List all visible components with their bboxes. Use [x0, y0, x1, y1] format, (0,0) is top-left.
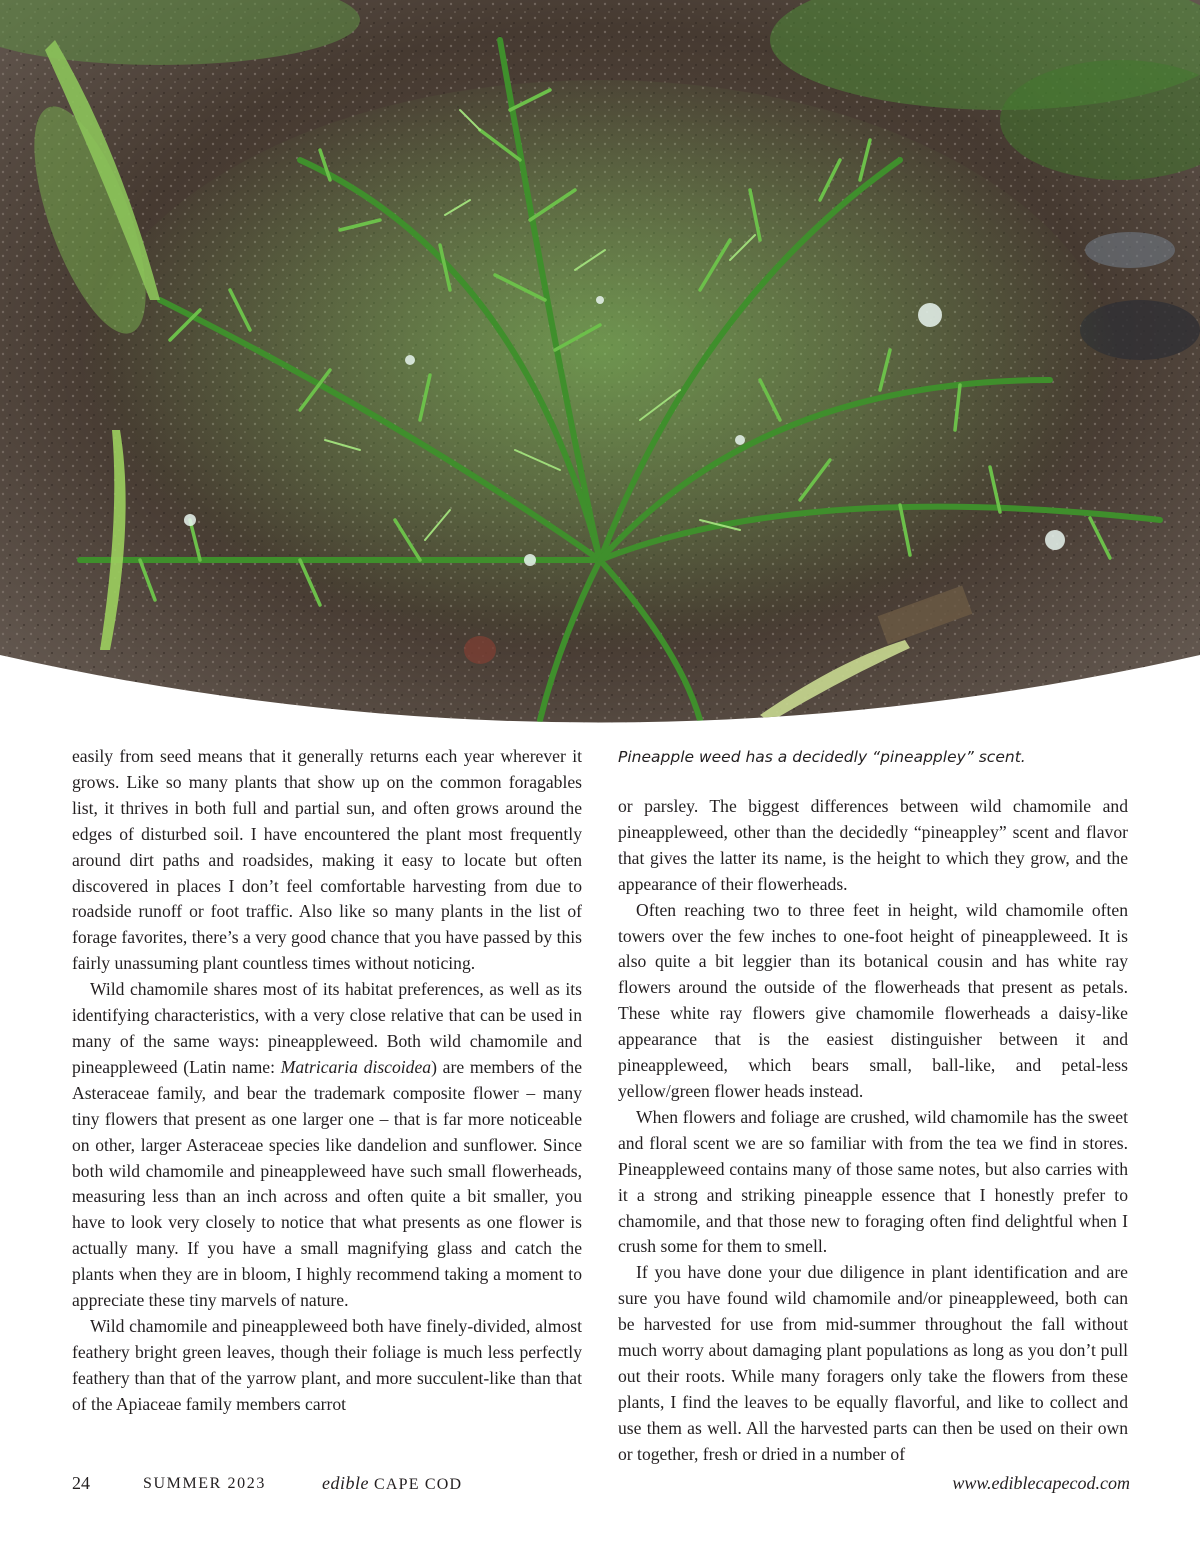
body-paragraph: When flowers and foliage are crushed, wild chamomile has the sweet and floral scent we are so familiar with from the tea we find in stores. Pineappleweed contains many of those same notes, but also carries with it a strong and striking pineapple essence that I honestly prefer to chamomile, and that those new to foraging often find delightful when I crush some for them to smell.	[618, 1106, 1128, 1257]
body-paragraph	[72, 977, 582, 1314]
right-column	[618, 744, 1128, 1468]
page-number: 24	[72, 1473, 90, 1493]
body-paragraph: or parsley. The biggest differences between wild chamomile and pineappleweed, other than the decidedly “pineappley” scent and flavor that gives the latter its name, is the height to which they grow, and the appearance of their flowerheads.	[618, 796, 1128, 894]
website-link[interactable]: www.ediblecapecod.com	[952, 1473, 1130, 1493]
body-paragraph: easily from seed means that it generally returns each year wherever it grows. Like so many plants that show up on the common foragables list, it thrives in both full and partial sun, and often grows around the edges of disturbed soil. I have encountered the plant most frequently around dirt paths and roadsides, making it easy to locate but often discovered in places I don’t feel comfortable harvesting from due to roadside runoff or foot traffic. Also like so many plants in the list of forage favorites, there’s a very good chance that you have passed by this fairly unassuming plant countless times without noticing.	[72, 746, 582, 974]
body-text: ) are members of the Asteraceae family, and bear the trademark composite flower – many tiny flowers that present as one larger one – that is far more noticeable on other, larger Asteraceae species like dandelion and sunflower. Since both wild chamomile and pineappleweed have such small flowerheads, measuring less than an inch across and often quite a bit smaller, you have to look very closely to notice that what presents as one flower is actually many. If you have a small magnifying glass and catch the plants when they are in bloom, I highly recommend taking a moment to appreciate these tiny marvels of nature.	[72, 1056, 583, 1311]
photo-caption: Pineapple weed has a decidedly “pineappley” scent.	[618, 748, 1026, 766]
body-paragraph: If you have done your due diligence in plant identification and are sure you have found wild chamomile and/or pineappleweed, both can be harvested for use from mid-summer throughout the fall without much worry about damaging plant populations as long as you don’t pull out their roots. While many foragers only take the flowers from these plants, I find the leaves to be equally flavorful, and like to collect and use them as well. All the harvested parts can then be used on their own or together, fresh or dried in a number of	[618, 1262, 1128, 1464]
publication-name-caps: CAPE COD	[373, 1476, 463, 1493]
publication-name-italic: edible	[322, 1473, 369, 1493]
pineappleweed-photo	[0, 0, 1200, 730]
body-paragraph: Wild chamomile and pineappleweed both have finely-divided, almost feathery bright green leaves, though their foliage is much less perfectly feathery than that of the yarrow plant, and more succulent-like than that of the Apiaceae family members carrot	[72, 1315, 582, 1414]
issue-label: SUMMER 2023	[143, 1475, 266, 1492]
latin-name: Matricaria discoidea	[280, 1056, 432, 1077]
body-text: Wild chamomile shares most of its habitat preferences, as well as its identifying characteristics, with a very close relative that can be used in many of the same ways: pineappleweed. Both wild chamomile and pineappleweed (Latin name:	[72, 979, 582, 1077]
publication-name	[322, 1473, 462, 1494]
page-footer	[72, 1473, 1130, 1501]
body-paragraph: Often reaching two to three feet in height, wild chamomile often towers over the few inches to one-foot height of pineappleweed. It is also quite a bit leggier than its botanical cousin and has white ray flowers around the outside of the flowerheads that present as petals. These white ray flowers give chamomile flowerheads a daisy-like appearance that is the easiest distinguisher between it and pineappleweed, which bears small, ball-like, and petal-less yellow/green flower heads instead.	[618, 899, 1128, 1101]
left-column	[72, 744, 582, 1418]
